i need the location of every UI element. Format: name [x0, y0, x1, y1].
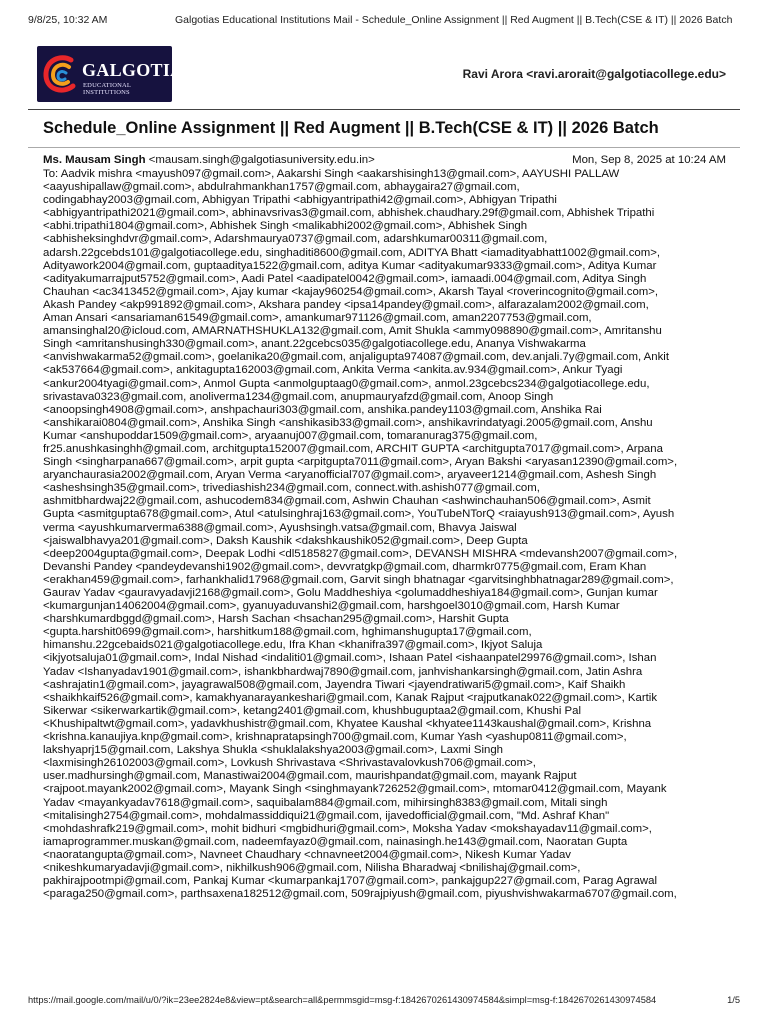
recipient-line: <abhi.tripathi1804@gmail.com>, Abhishek Singh <malikabhi2002@gmail.com>, Abhishek Singh — [43, 220, 528, 233]
print-page-title: Galgotias Educational Institutions Mail - Schedule_Online Assignment || Red Augment || B.Tech(CSE & IT) || 2026 Batch — [175, 14, 733, 26]
recipient-line: ashmitbhardwaj22@gmail.com, ashucodem834@gmail.com, Ashwin Chauhan <ashwinchauhan506@gmail.com>, Asmit — [43, 495, 651, 508]
email-subject: Schedule_Online Assignment || Red Augment || B.Tech(CSE & IT) || 2026 Batch — [43, 119, 659, 137]
recipient-line: adarsh.22gcebds101@galgotiacollege.edu, singhaditi8600@gmail.com, ADITYA Bhatt <iamadityabhatt1002@gmail.com>, — [43, 246, 661, 259]
recipient-line: <deep2004gupta@gmail.com>, Deepak Lodhi <dl5185827@gmail.com>, DEVANSH MISHRA <mdevansh2007@gmail.com>, — [43, 547, 678, 560]
recipient-line: user.madhursingh@gmail.com, Manastiwai2004@gmail.com, maurishpandat@gmail.com, mayank Rajput — [43, 770, 577, 783]
recipient-line: iamaprogrammer.muskan@gmail.com, nadeemfayaz0@gmail.com, nainasingh.he143@gmail.com, Naoratan Gupta — [43, 835, 628, 848]
recipient-line: <erakhan459@gmail.com>, farhankhalid17968@gmail.com, Garvit singh bhatnagar <garvitsinghbhatnagar289@gmail.com>, — [43, 573, 674, 586]
recipient-line: pakhirajpootmpi@gmail.com, Pankaj Kumar <kumarpankaj1707@gmail.com>, pankajgup227@gmail.com, Parag Agrawal — [43, 875, 658, 888]
recipient-line: Adityawork2004@gmail.com, guptaaditya1522@gmail.com, aditya Kumar <adityakumar9333@gmail.com>, Aditya Kumar — [43, 259, 657, 272]
recipient-line: <laxmisingh26102003@gmail.com>, Lovkush Shrivastava <Shrivastavalovkush706@gmail.com>, — [43, 757, 536, 770]
recipient-line: verma <ayushkumarverma6388@gmail.com>, Ayushsingh.vatsa@gmail.com, Bhavya Jaiswal — [43, 521, 517, 534]
recipient-line: <kumargunjan14062004@gmail.com>, gyanuyaduvanshi2@gmail.com, harshgoel3010@gmail.com, Harsh Kumar — [43, 600, 620, 613]
recipient-line: <anvishwakarma52@gmail.com>, goelanika20@gmail.com, anjaligupta974087@gmail.com, dev.anjali.7y@gmail.com, Ankit — [43, 351, 670, 364]
recipient-line: <aayushipallaw@gmail.com>, abdulrahmankhan1757@gmail.com, abhaygaira27@gmail.com, — [43, 181, 520, 194]
sender — [43, 154, 375, 166]
print-url: https://mail.google.com/mail/u/0/?ik=23ee2824e8&view=pt&search=all&permmsgid=msg-f:1842670261430974584&simpl=msg-f:1842670261430974584 — [28, 995, 657, 1005]
logo-subtitle: EDUCATIONAL INSTITUTIONS — [83, 82, 131, 96]
recipient-line: <mitalisingh2754@gmail.com>, mohdalmassiddiqui21@gmail.com, ijavedofficial@gmail.com, "Md. Ashraf Khan" — [43, 809, 610, 822]
recipient-line: To: Aadvik mishra <mayush097@gmail.com>, Aakarshi Singh <aakarshisingh13@gmail.com>, AAYUSHI PALLAW — [43, 168, 620, 180]
recipient-line: <naoratangupta@gmail.com>, Navneet Chaudhary <chnavneet2004@gmail.com>, Nikesh Kumar Yadav — [43, 848, 571, 861]
recipient-line: Kumar <anshupoddar1509@gmail.com>, aryaanuj007@gmail.com, tomaranurag375@gmail.com, — [43, 429, 538, 442]
recipient-line: Gaurav Yadav <gauravyadavji2168@gmail.com>, Golu Maddheshiya <golumaddheshiya184@gmail.com>, Gunjan kumar — [43, 587, 658, 599]
recipient-line: <ankur2004tyagi@gmail.com>, Anmol Gupta <anmolguptaag0@gmail.com>, anmol.23gcebcs234@galgotiacollege.edu, — [43, 377, 650, 390]
galgotias-emblem-icon — [41, 52, 81, 96]
recipient-line: <abhigyantripathi2021@gmail.com>, abhinavsrivas3@gmail.com, abhishek.chaudhary.29f@gmail.com, Abhishek Tripathi — [43, 207, 655, 220]
recipient-line: <paraga250@gmail.com>, parthsaxena182512@gmail.com, 509rajpiyush@gmail.com, piyushvishwakarma6707@gmail.com, — [43, 888, 677, 901]
recipient-line: Sikerwar <sikerwarkartik@gmail.com>, ketang2401@gmail.com, khushbuguptaa2@gmail.com, Khushi Pal — [43, 704, 582, 717]
recipient-line: <ashrajatin1@gmail.com>, jayagrawal508@gmail.com, Jayendra Tiwari <jayendratiwari5@gmail.com>, Kaif Shaikh — [43, 678, 626, 691]
galgotias-logo — [37, 46, 194, 102]
recipient-line: <nikeshkumaryadavji@gmail.com>, nikhilkush906@gmail.com, Nilisha Bharadwaj <bnilishaj@gmail.com>, — [43, 861, 581, 874]
recipient-line: amansinghal20@icloud.com, AMARNATHSHUKLA132@gmail.com, Amit Shukla <ammy098890@gmail.com>, Amritanshu — [43, 325, 662, 338]
recipient-line: Singh <singharpana667@gmail.com>, arpit gupta <arpitgupta7011@gmail.com>, Aryan Bakshi <aryasan12390@gmail.com>, — [43, 456, 678, 469]
recipient-line: <rajpoot.mayank2002@gmail.com>, Mayank Singh <singhmayank726252@gmail.com>, mtomar0412@gmail.com, Mayank — [43, 783, 667, 796]
recipient-line: lakshyaprj15@gmail.com, Lakshya Shukla <shuklalakshya2003@gmail.com>, Laxmi Singh — [43, 744, 503, 757]
recipient-line: Yadav <mayankyadav7618@gmail.com>, saquibalam884@gmail.com, mihirsingh8383@gmail.com, Mitali singh — [43, 796, 608, 809]
recipient-line: Aman Ansari <ansariaman61549@gmail.com>, amankumar971126@gmail.com, aman2207753@gmail.com, — [43, 312, 592, 325]
recipient-line: Akash Pandey <akp991892@gmail.com>, Akshara pandey <ipsa14pandey@gmail.com>, alfarazalam2002@gmail.com, — [43, 298, 649, 311]
print-datetime: 9/8/25, 10:32 AM — [28, 14, 108, 26]
print-header — [28, 14, 740, 28]
recipient-line: <shaikhkaif526@gmail.com>, kamakhyanarayankeshari@gmail.com, Kanak Rajput <rajputkanak022@gmail.com>, Kartik — [43, 691, 658, 704]
account-user: Ravi Arora <ravi.arorait@galgotiacollege.edu> — [462, 67, 726, 81]
recipient-line: Singh <amritanshusingh330@gmail.com>, anant.22gcebcs035@galgotiacollege.edu, Ananya Vishwakarma — [43, 338, 586, 351]
recipient-line: <ikjyotsaluja01@gmail.com>, Indal Nishad <indaliti01@gmail.com>, Ishaan Patel <ishaanpatel29976@gmail.com>, Ishan — [43, 652, 657, 665]
recipient-line: srivastava0323@gmail.com, anoliverma1234@gmail.com, anupmauryafzd@gmail.com, Anoop Singh — [43, 390, 554, 403]
subject-divider — [28, 147, 740, 148]
recipient-line: <adityakumarrajput5752@gmail.com>, Aadi Patel <aadipatel0042@gmail.com>, iamaadi.004@gmail.com, Aditya Singh — [43, 272, 647, 285]
recipient-line: Gupta <asmitgupta678@gmail.com>, Atul <atulsinghraj163@gmail.com>, YouTubeNTorQ <raiayush913@gmail.com>, Ayush — [43, 508, 675, 521]
recipient-line: Devanshi Pandey <pandeydevanshi1902@gmail.com>, devvratgkp@gmail.com, dharmkr0775@gmail.com, Eram Khan — [43, 560, 647, 573]
recipient-line: <gupta.harshit0699@gmail.com>, harshitkum188@gmail.com, hghimanshugupta17@gmail.com, — [43, 626, 532, 639]
recipient-line: <jaiswalbhavya201@gmail.com>, Daksh Kaushik <dakshkaushik052@gmail.com>, Deep Gupta — [43, 534, 528, 547]
recipient-line: codingabhay2003@gmail.com, Abhigyan Tripathi <abhigyantripathi42@gmail.com>, Abhigyan Tripathi — [43, 194, 557, 207]
page-number: 1/5 — [727, 995, 740, 1005]
recipient-list — [43, 168, 731, 986]
sender-email: <mausam.singh@galgotiasuniversity.edu.in> — [148, 154, 375, 166]
recipient-line: <mohdashrafk219@gmail.com>, mohit bidhuri <mgbidhuri@gmail.com>, Moksha Yadav <mokshayadav11@gmail.com>, — [43, 822, 652, 835]
message-date: Mon, Sep 8, 2025 at 10:24 AM — [572, 154, 726, 166]
recipient-line: <anoopsingh4908@gmail.com>, anshpachauri303@gmail.com, anshika.pandey1103@gmail.com, Anshika Rai — [43, 403, 602, 416]
header-divider — [28, 109, 740, 110]
recipient-line: fr25.anushkasinghh@gmail.com, architgupta152007@gmail.com, ARCHIT GUPTA <architgupta7017@gmail.com>, Arpana — [43, 442, 663, 455]
recipient-line: Yadav <Ishanyadav1901@gmail.com>, ishankbhardwaj7890@gmail.com, janhvishankarsingh@gmail.com, Jatin Ashra — [43, 665, 643, 678]
recipient-line: <asheshsingh35@gmail.com>, trivediashish234@gmail.com, connect.with.ashish077@gmail.com, — [43, 482, 540, 495]
recipient-line: himanshu.22gcebaids021@galgotiacollege.edu, Ifra Khan <khanifra397@gmail.com>, Ikjyot Saluja — [43, 639, 543, 652]
logo-wordmark: GALGOTIAS — [82, 60, 194, 80]
recipient-line: <ak537664@gmail.com>, ankitagupta162003@gmail.com, Ankita Verma <ankita.av.934@gmail.com>, Ankur Tyagi — [43, 364, 623, 377]
recipient-line: <Khushipaltwt@gmail.com>, yadavkhushistr@gmail.com, Khyatee Kaushal <khyatee1143kaushal@gmail.com>, Krishna — [43, 717, 652, 730]
recipient-line: <abhisheksinghdvr@gmail.com>, Adarshmaurya0737@gmail.com, adarshkumar00311@gmail.com, — [43, 233, 548, 246]
sender-name: Ms. Mausam Singh — [43, 154, 146, 166]
recipient-line: <anshikarai0804@gmail.com>, Anshika Singh <anshikasib33@gmail.com>, anshikavrindatyagi.2005@gmail.com, Anshu — [43, 416, 653, 429]
recipient-line: <harshkumardbggd@gmail.com>, Harsh Sachan <hsachan295@gmail.com>, Harshit Gupta — [43, 613, 509, 626]
recipient-line: Chauhan <ac3413452@gmail.com>, Ajay kumar <kajay960254@gmail.com>, Akarsh Tayal <roverincognito@gmail.com>, — [43, 285, 659, 298]
recipient-line: <krishna.kanaujiya.knp@gmail.com>, krishnapratapsingh700@gmail.com, Kumar Yash <yashup0811@gmail.com>, — [43, 731, 627, 744]
recipient-line: aryanchaurasia2002@gmail.com, Aryan Verma <aryanofficial707@gmail.com>, aryaveer1214@gmail.com, Ashesh Singh — [43, 469, 657, 482]
